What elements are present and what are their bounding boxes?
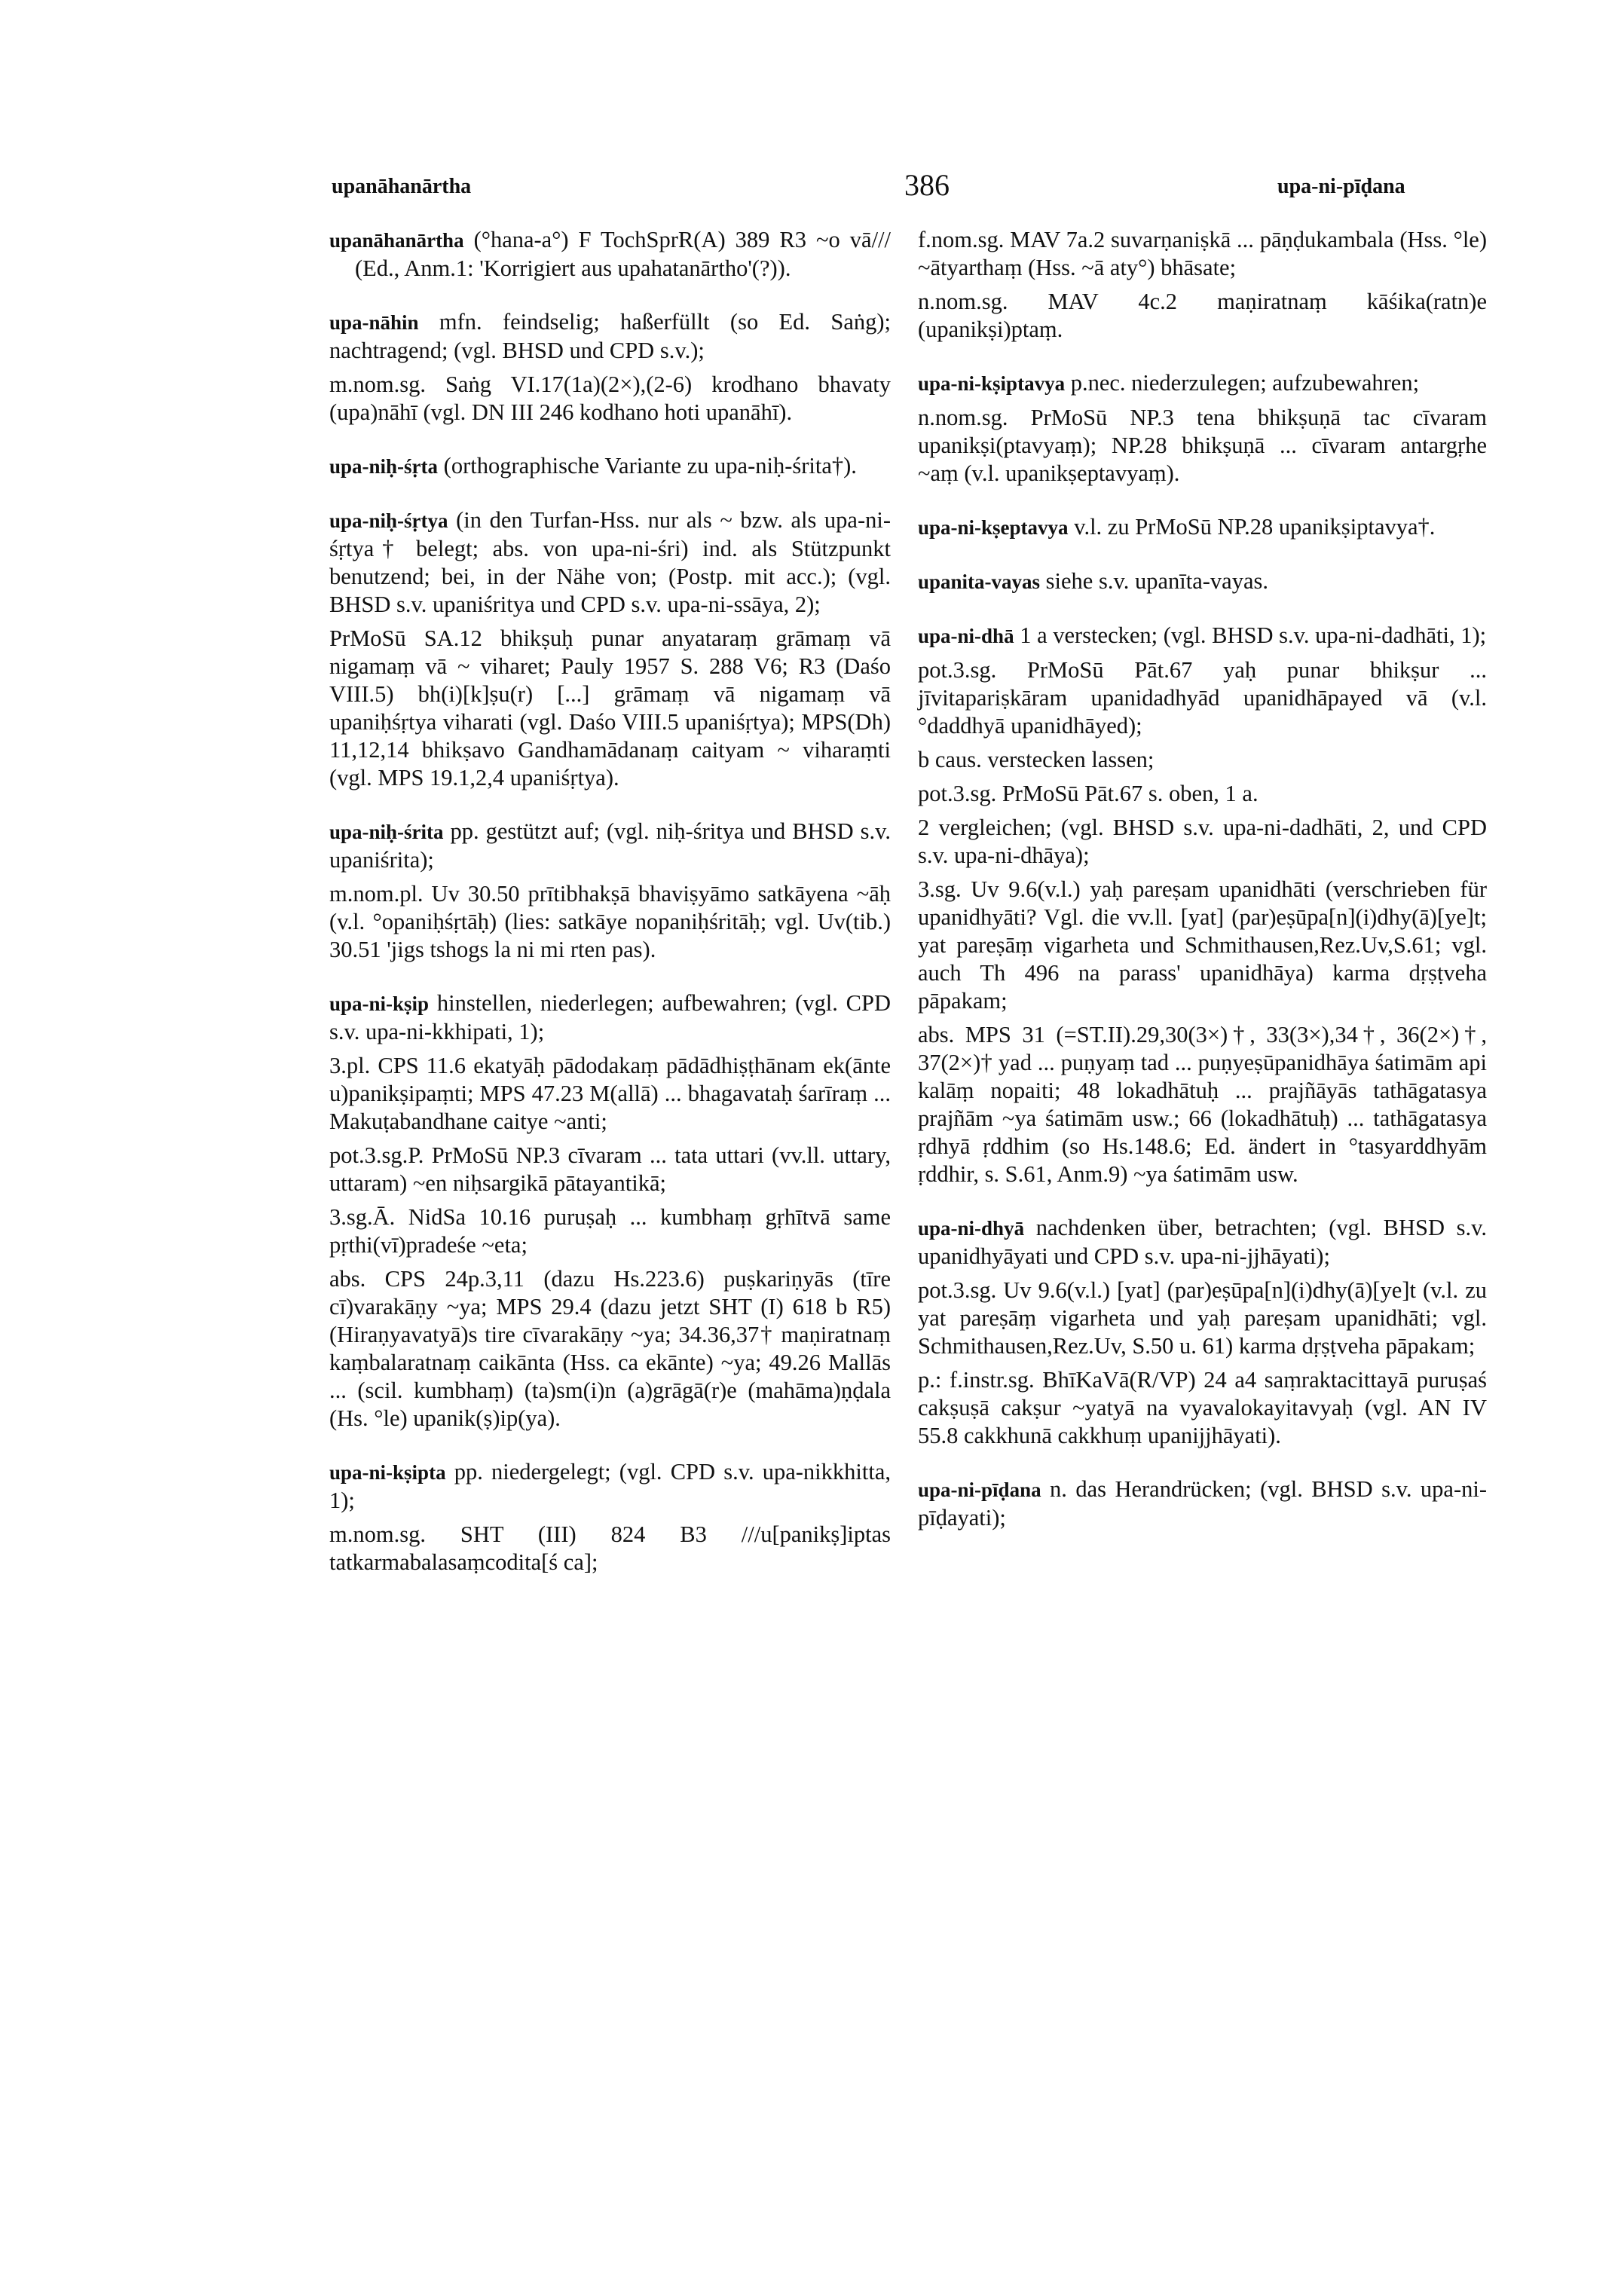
citation: f.nom.sg. MAV 7a.2 suvarṇaniṣkā ... pāṇḍukambala (Hss. °le) ~ātyarthaṃ (Hss. ~ā aty°) bhāsate; (918, 227, 1487, 280)
entry-head (329, 1458, 891, 1515)
citation: 3.pl. CPS 11.6 ekatyāḥ pādodakaṃ pādādhiṣṭhānam ek(ānte u)panikṣipaṃti; MPS 47.23 M(allā) ... bhagavataḥ śarīraṃ ... Makuṭabandhane caitye ~anti; (329, 1053, 891, 1134)
entry-head (329, 452, 891, 481)
entry-head (918, 1475, 1487, 1532)
page-number: 386 (904, 168, 950, 202)
citation: abs. MPS 31 (=ST.II).29,30(3×)†, 33(3×),34†, 36(2×)†, 37(2×)† yad ... puṇyaṃ tad ... puṇyeṣūpanidhāya śatimām api kalāṃ nopaiti; 48 lokadhātuḥ ... prajñāyās tathāgatasya prajñām ~ya śatimām usw.; 66 (lokadhātuḥ) ... tathāgatasya ṛdhyā ṛddhim (so Hs.148.6; Ed. ändert in °tasyarddhyām ṛddhir, s. S.61, Anm.9) ~ya śatimām usw. (918, 1022, 1487, 1187)
entry-head (918, 567, 1487, 596)
citation: 2 vergleichen; (vgl. BHSD s.v. upa-ni-dadhāti, 2, und CPD s.v. upa-ni-dhāya); (918, 815, 1487, 868)
definition: mfn. feindselig; haßerfüllt (so Ed. Saṅg); nachtragend; (vgl. BHSD und CPD s.v.); (329, 309, 891, 363)
entry-upa-ni-ksipta (329, 1458, 891, 1576)
definition: pp. gestützt auf; (vgl. niḥ-śritya und BHSD s.v. upaniśrita); (329, 818, 891, 873)
lemma: upa-ni-dhyā (918, 1217, 1025, 1240)
lemma: upa-niḥ-śrita (329, 821, 444, 843)
citation: 3.sg.Ā. NidSa 10.16 puruṣaḥ ... kumbhaṃ gṛhītvā same pṛthi(vī)pradeśe ~eta; (329, 1204, 891, 1258)
lemma: upa-niḥ-śṛta (329, 455, 439, 478)
citation: n.nom.sg. PrMoSū NP.3 tena bhikṣuṇā tac cīvaram upanikṣi(ptavyaṃ); NP.28 bhikṣuṇā ... cīvaram antargṛhe ~aṃ (v.l. upanikṣeptavyaṃ). (918, 405, 1487, 486)
citation: 3.sg. Uv 9.6(v.l.) yaḥ pareṣam upanidhāti (verschrieben für upanidhyāti? Vgl. die vv.ll. [yat] (par)eṣūpa[n](i)dhy(ā)[ye]t; yat pareṣāṃ vigarheta und Schmithausen,Rez.Uv,S.61; vgl. auch Th 496 na parass' upanidhāya) karma dṛṣṭveha pāpakam; (918, 876, 1487, 1014)
lemma: upanāhanārtha (329, 229, 464, 252)
definition: siehe s.v. upanīta-vayas. (1040, 568, 1268, 594)
citation: m.nom.sg. Saṅg VI.17(1a)(2×),(2-6) krodhano bhavaty (upa)nāhī (vgl. DN III 246 kodhano hoti upanāhī). (329, 372, 891, 425)
lemma: upa-ni-kṣip (329, 992, 430, 1015)
running-head-left: upanāhanārtha (332, 175, 472, 198)
entry-head (329, 226, 891, 283)
entry-upa-nih-srtya (329, 506, 891, 792)
definition: nachdenken über, betrachten; (vgl. BHSD s.v. upanidhyāyati und CPD s.v. upa-ni-jjhāyati); (918, 1215, 1487, 1269)
entry-upa-nih-srta (329, 452, 891, 481)
entry-head (918, 369, 1487, 398)
left-column (329, 226, 891, 1602)
definition: 1 a verstecken; (vgl. BHSD s.v. upa-ni-dadhāti, 1); (1014, 622, 1487, 648)
definition: (°hana-a°) F TochSprR(A) 389 R3 ~o vā/// (Ed., Anm.1: 'Korrigiert aus upahatanārtho'(?)). (355, 227, 891, 281)
definition: pp. niedergelegt; (vgl. CPD s.v. upa-nikkhitta, 1); (329, 1459, 891, 1513)
citation: pot.3.sg.P. PrMoSū NP.3 cīvaram ... tata uttari (vv.ll. uttary, uttaram) ~en niḥsargikā pātayantikā; (329, 1142, 891, 1196)
entry-upa-ni-dha (918, 622, 1487, 1188)
lemma: upanita-vayas (918, 570, 1041, 593)
entry-head (918, 1214, 1487, 1271)
entry-upa-ni-kseptavya (918, 513, 1487, 542)
entry-upa-nih-srita (329, 818, 891, 964)
entry-upa-nahin (329, 308, 891, 427)
entry-upa-ni-dhya (918, 1214, 1487, 1450)
citation: n.nom.sg. MAV 4c.2 maṇiratnaṃ kāśika(ratn)e (upanikṣi)ptaṃ. (918, 289, 1487, 342)
definition: (in den Turfan-Hss. nur als ~ bzw. als upa-ni-śṛtya† belegt; abs. von upa-ni-śri) ind. als Stützpunkt benutzend; bei, in der Nähe von; (Postp. mit acc.); (vgl. BHSD s.v. upaniśritya und CPD s.v. upa-ni-ssāya, 2); (329, 507, 891, 617)
entry-upanita-vayas (918, 567, 1487, 596)
entry-upa-ni-pidana (918, 1475, 1487, 1532)
definition: v.l. zu PrMoSū NP.28 upanikṣiptavya†. (1068, 514, 1436, 540)
definition: p.nec. niederzulegen; aufzubewahren; (1065, 370, 1420, 396)
entry-head (918, 622, 1487, 650)
definition: hinstellen, niederlegen; aufbewahren; (vgl. CPD s.v. upa-ni-kkhipati, 1); (329, 990, 891, 1044)
lemma: upa-nāhin (329, 311, 419, 334)
entry-upa-ni-ksiptavya (918, 369, 1487, 488)
citation: m.nom.sg. SHT (III) 824 B3 ///u[panikṣ]iptas tatkarmabalasaṃcodita[ś ca]; (329, 1521, 891, 1575)
entry-head (329, 818, 891, 874)
lemma: upa-ni-kṣeptavya (918, 516, 1069, 539)
definition: (orthographische Variante zu upa-niḥ-śrita†). (438, 453, 857, 479)
citation: p.: f.instr.sg. BhīKaVā(R/VP) 24 a4 saṃraktacittayā puruṣaś cakṣuṣā cakṣur ~yatyā na vyavalokayitavyaḥ (vgl. AN IV 55.8 cakkhunā cakkhuṃ upanijjhāyati). (918, 1367, 1487, 1448)
lemma: upa-ni-pīḍana (918, 1478, 1041, 1501)
lemma: upa-ni-kṣiptavya (918, 372, 1066, 395)
citation: pot.3.sg. PrMoSū Pāt.67 yaḥ punar bhikṣur ... jīvitapariṣkāram upanidadhyād upanidhāpayed vā (v.l. °daddhyā upanidhāyed); (918, 657, 1487, 738)
definition: n. das Herandrücken; (vgl. BHSD s.v. upa-ni-pīḍayati); (918, 1476, 1487, 1530)
entry-head (329, 308, 891, 365)
citation: pot.3.sg. PrMoSū Pāt.67 s. oben, 1 a. (918, 781, 1259, 806)
lemma: upa-ni-dhā (918, 625, 1014, 647)
citation: pot.3.sg. Uv 9.6(v.l.) [yat] (par)eṣūpa[n](i)dhy(ā)[ye]t (v.l. zu yat pareṣāṃ vigarheta und yaḥ pareṣam upanidhāti; vgl. Schmithausen,Rez.Uv, S.50 u. 61) karma dṛṣṭveha pāpakam; (918, 1277, 1487, 1359)
entry-upanahanartha (329, 226, 891, 283)
right-column (918, 226, 1487, 1558)
lemma: upa-niḥ-śṛtya (329, 509, 448, 532)
entry-upa-ni-ksip (329, 989, 891, 1433)
lemma: upa-ni-kṣipta (329, 1461, 446, 1484)
citation: PrMoSū SA.12 bhikṣuḥ punar anyataraṃ grāmaṃ vā nigamaṃ vā ~ viharet; Pauly 1957 S. 288 V6; R3 (Daśo VIII.5) bh(i)[k]ṣu(r) [...] grāmaṃ vā nigamaṃ vā upaniḥśṛtya viharati (vgl. Daśo VIII.5 upaniśṛtya); MPS(Dh) 11,12,14 bhikṣavo Gandhamādanaṃ caityam ~ viharaṃti (vgl. MPS 19.1,2,4 upaniśṛtya). (329, 625, 891, 790)
citation: b caus. verstecken lassen; (918, 747, 1155, 772)
citation: abs. CPS 24p.3,11 (dazu Hs.223.6) puṣkariṇyās (tīre cī)varakāṇy ~ya; MPS 29.4 (dazu jetzt SHT (I) 618 b R5) (Hiraṇyavatyā)s tire cīvarakāṇy ~ya; 34.36,37† maṇiratnaṃ kaṃbalaratnaṃ caikānta (Hss. ca ekānte) ~ya; 49.26 Mallās ... (scil. kumbhaṃ) (ta)sm(i)n (a)grāgā(r)e (mahāma)ṇḍala (Hs. °le) upanik(ṣ)ip(ya). (329, 1266, 891, 1431)
running-head-right: upa-ni-pīḍana (1277, 175, 1405, 198)
entry-head (329, 506, 891, 619)
citation: m.nom.pl. Uv 30.50 prītibhakṣā bhaviṣyāmo satkāyena ~āḥ (v.l. °opaniḥśṛtāḥ) (lies: satkāye nopaniḥśritāḥ; vgl. Uv(tib.) 30.51 'jigs tshogs la ni mi rten pas). (329, 881, 891, 962)
entry-head (918, 513, 1487, 542)
entry-head (329, 989, 891, 1046)
entry-continued (918, 226, 1487, 344)
